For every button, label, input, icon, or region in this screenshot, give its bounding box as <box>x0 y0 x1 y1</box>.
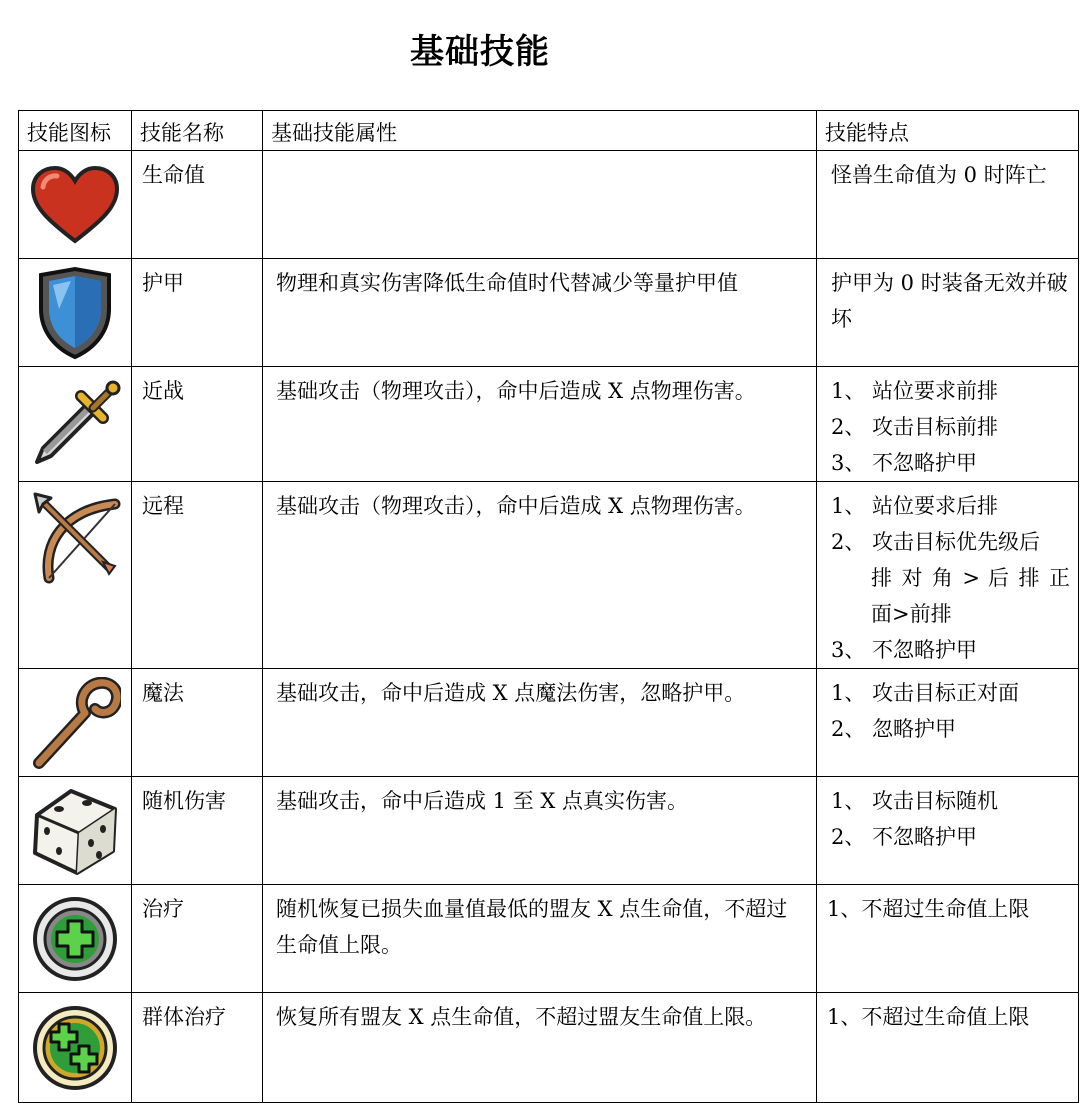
dice-icon <box>29 785 121 877</box>
feature-line: 排 对 角 > 后 排 正 <box>871 566 1070 590</box>
feature-line: 2、 忽略护甲 <box>831 717 957 741</box>
header-icon: 技能图标 <box>19 111 132 151</box>
feature-line: 1、 攻击目标随机 <box>831 789 999 813</box>
feature-line: 2、 攻击目标优先级后 <box>831 530 1041 554</box>
skill-features <box>817 482 1079 669</box>
shield-icon <box>35 265 115 361</box>
skill-features <box>817 669 1079 777</box>
heal-icon <box>31 895 119 983</box>
bow-icon <box>29 492 121 584</box>
staff-icon <box>29 677 121 769</box>
icon-cell <box>19 482 132 669</box>
header-name: 技能名称 <box>132 111 263 151</box>
skill-features <box>817 885 1079 993</box>
icon-cell <box>19 777 132 885</box>
table-row <box>19 777 1079 885</box>
table-row <box>19 367 1079 482</box>
skill-name: 治疗 <box>132 885 263 993</box>
feature-line: 面>前排 <box>871 602 952 626</box>
skill-features <box>817 151 1079 259</box>
icon-cell <box>19 151 132 259</box>
group-heal-icon <box>31 1004 119 1092</box>
skill-features <box>817 367 1079 482</box>
skill-attr: 基础攻击（物理攻击），命中后造成 X 点物理伤害。 <box>263 482 817 669</box>
skill-attr: 恢复所有盟友 X 点生命值，不超过盟友生命值上限。 <box>263 993 817 1103</box>
skill-attr: 基础攻击，命中后造成 X 点魔法伤害，忽略护甲。 <box>263 669 817 777</box>
icon-cell <box>19 669 132 777</box>
table-row <box>19 993 1079 1103</box>
header-feature: 技能特点 <box>817 111 1079 151</box>
table-row <box>19 259 1079 367</box>
table-row <box>19 885 1079 993</box>
skill-attr: 物理和真实伤害降低生命值时代替减少等量护甲值 <box>263 259 817 367</box>
icon-cell <box>19 259 132 367</box>
feature-line: 护甲为 0 时装备无效并破坏 <box>831 271 1068 331</box>
icon-cell <box>19 993 132 1103</box>
feature-line: 1、 站位要求后排 <box>831 494 999 518</box>
feature-line: 3、 不忽略护甲 <box>831 451 978 475</box>
skill-name: 近战 <box>132 367 263 482</box>
feature-line: 3、 不忽略护甲 <box>831 638 978 662</box>
page-title: 基础技能 <box>410 32 550 72</box>
table-row <box>19 482 1079 669</box>
table-row <box>19 151 1079 259</box>
skill-name: 群体治疗 <box>132 993 263 1103</box>
feature-line: 1、 站位要求前排 <box>831 379 999 403</box>
feature-line: 2、 攻击目标前排 <box>831 415 999 439</box>
feature-line: 2、 不忽略护甲 <box>831 825 978 849</box>
skill-features <box>817 993 1079 1103</box>
skill-features <box>817 259 1079 367</box>
skill-name: 护甲 <box>132 259 263 367</box>
header-attr: 基础技能属性 <box>263 111 817 151</box>
feature-line: 1、不超过生命值上限 <box>827 897 1030 921</box>
feature-line: 1、不超过生命值上限 <box>827 1005 1030 1029</box>
skills-table <box>18 110 1079 1103</box>
skill-attr: 基础攻击（物理攻击），命中后造成 X 点物理伤害。 <box>263 367 817 482</box>
heart-icon <box>29 165 121 245</box>
skill-name: 魔法 <box>132 669 263 777</box>
feature-line: 1、 攻击目标正对面 <box>831 681 1020 705</box>
table-row <box>19 669 1079 777</box>
feature-line: 怪兽生命值为 0 时阵亡 <box>831 163 1047 187</box>
skill-name: 生命值 <box>132 151 263 259</box>
skill-features <box>817 777 1079 885</box>
skill-attr: 基础攻击，命中后造成 1 至 X 点真实伤害。 <box>263 777 817 885</box>
icon-cell <box>19 367 132 482</box>
icon-cell <box>19 885 132 993</box>
table-header-row <box>19 111 1079 151</box>
sword-icon <box>29 378 121 470</box>
skill-attr: 随机恢复已损失血量值最低的盟友 X 点生命值，不超过生命值上限。 <box>263 885 817 993</box>
skill-name: 随机伤害 <box>132 777 263 885</box>
skill-name: 远程 <box>132 482 263 669</box>
skill-attr <box>263 151 817 259</box>
